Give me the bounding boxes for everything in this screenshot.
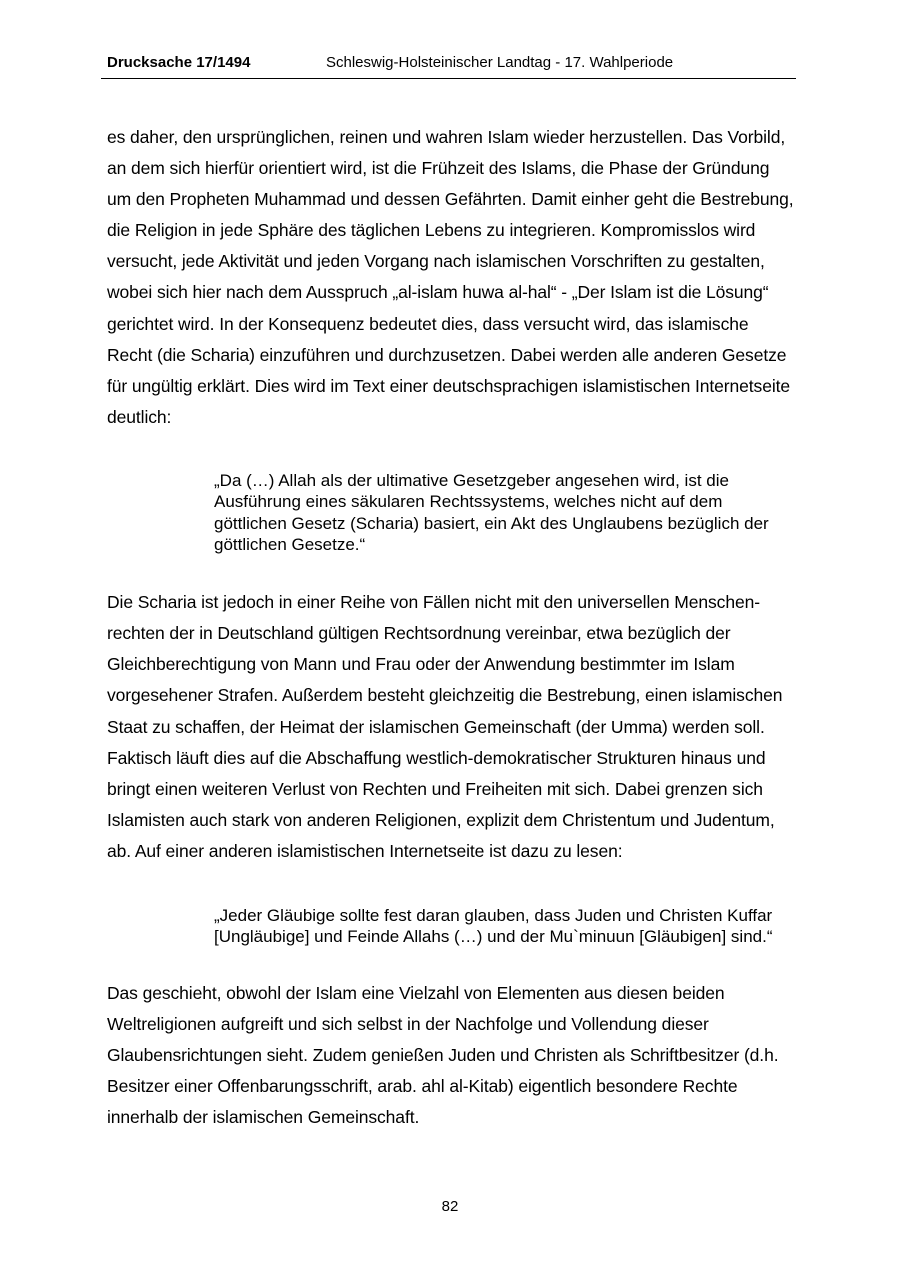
paragraph-1: es daher, den ursprünglichen, reinen und wahren Islam wieder herzustellen. Das Vorbild, an dem sich hierfür orientiert wird, ist die Frühzeit des Islams, die Phase der Gründung um den Propheten Muhammad und dessen Gefährten. Damit einher geht die Bestrebung, die Religion in jede Sphäre des täglichen Lebens zu integrieren. Kompromisslos wird versucht, jede Aktivität und jeden Vorgang nach islamischen Vorschriften zu gestalten, wobei sich hier nach dem Ausspruch „al-islam huwa al-hal“ - „Der Islam ist die Lösung“ gerichtet wird. In der Konsequenz bedeutet dies, dass versucht wird, das islamische Recht (die Scharia) einzuführen und durchzusetzen. Dabei werden alle anderen Gesetze für ungültig erklärt. Dies wird im Text einer deutschsprachigen islamistischen Internetseite deutlich: <box>107 127 794 427</box>
paragraph-3: Das geschieht, obwohl der Islam eine Vielzahl von Elementen aus diesen beiden Weltreligionen aufgreift und sich selbst in der Nachfolge und Vollendung dieser Glaubensrichtungen sieht. Zudem genießen Juden und Christen als Schriftbesitzer (d.h. Besitzer einer Offenbarungsschrift, arab. ahl al-Kitab) eigentlich besondere Rechte innerhalb der islamischen Gemeinschaft. <box>107 982 779 1127</box>
page-number: 82 <box>441 1198 459 1215</box>
paragraph-2: Die Scharia ist jedoch in einer Reihe von Fällen nicht mit den universellen Menschenrechten der in Deutschland gültigen Rechtsordnung vereinbar, etwa bezüglich der Gleichberechtigung von Mann und Frau oder der Anwendung bestimmter im Islam vorgesehener Strafen. Außerdem besteht gleichzeitig die Bestrebung, einen islamischen Staat zu schaffen, der Heimat der islamischen Gemeinschaft (der Umma) werden soll. Faktisch läuft dies auf die Abschaffung westlich-demokratischer Strukturen hinaus und bringt einen weiteren Verlust von Rechten und Freiheiten mit sich. Dabei grenzen sich Islamisten auch stark von anderen Religionen, explizit dem Christentum und Judentum, ab. Auf einer anderen islamistischen Internetseite ist dazu zu lesen: <box>107 592 783 861</box>
header-title: Schleswig-Holsteinischer Landtag - 17. Wahlperiode <box>326 54 674 71</box>
block-quote-2: „Jeder Gläubige sollte fest daran glauben, dass Juden und Christen Kuffar [Ungläubige] und Feinde Allahs (…) und der Mu`minuun [Gläubigen] sind.“ <box>214 905 773 947</box>
block-quote-1: „Da (…) Allah als der ultimative Gesetzgeber angesehen wird, ist die Ausführung eines säkularen Rechtssystems, welches nicht auf dem göttlichen Gesetz (Scharia) basiert, ein Akt des Unglaubens bezüglich der göttlichen Gesetze.“ <box>214 470 769 554</box>
page-header <box>101 52 796 79</box>
document-number: Drucksache 17/1494 <box>107 54 251 71</box>
document-body <box>107 122 797 1133</box>
